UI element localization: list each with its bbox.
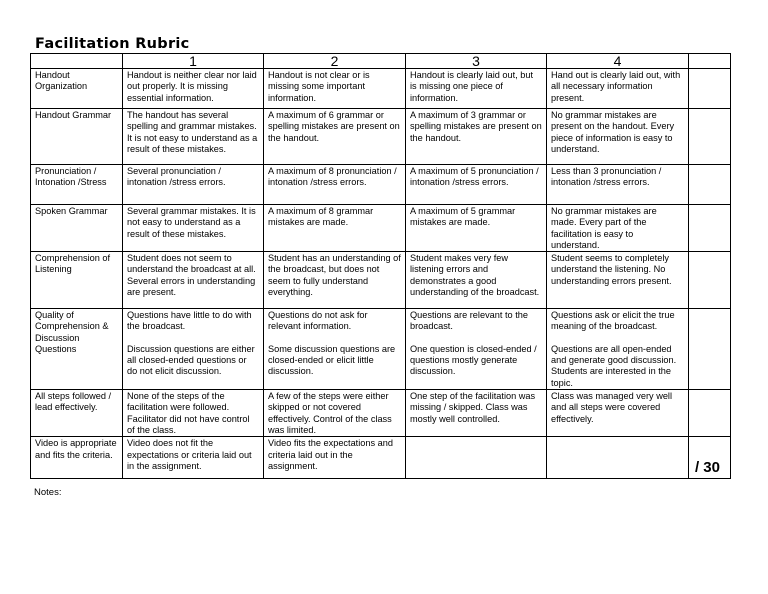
header-level-4: 4 [547, 54, 689, 69]
rubric-cell [264, 309, 406, 390]
page-title: Facilitation Rubric [35, 36, 190, 52]
cell-paragraph: One question is closed-ended / questions mostly generate discussion. [410, 343, 537, 377]
score-cell [689, 205, 731, 252]
score-cell [689, 309, 731, 390]
score-cell [689, 109, 731, 165]
header-level-2: 2 [264, 54, 406, 69]
rubric-cell: A maximum of 8 grammar mistakes are made. [264, 205, 406, 252]
criterion-cell: Comprehension of Listening [31, 252, 123, 309]
notes-label: Notes: [34, 487, 62, 498]
criterion-cell: Handout Organization [31, 69, 123, 109]
rubric-cell: Student makes very few listening errors and demonstrates a good understanding of the broadcast. [406, 252, 547, 309]
table-row [31, 109, 731, 165]
table-row [31, 205, 731, 252]
table-row [31, 437, 731, 479]
cell-paragraph: Questions are all open-ended and generate good discussion. Students are interested in the topic. [551, 343, 677, 388]
score-cell [689, 69, 731, 109]
header-level-1: 1 [123, 54, 264, 69]
total-score-cell [689, 437, 731, 479]
rubric-cell: Video fits the expectations and criteria laid out in the assignment. [264, 437, 406, 479]
rubric-cell: A maximum of 5 grammar mistakes are made. [406, 205, 547, 252]
header-row [31, 54, 731, 69]
rubric-cell: No grammar mistakes are made. Every part of the facilitation is easy to understand. [547, 205, 689, 252]
rubric-cell: Handout is neither clear nor laid out properly. It is missing essential information. [123, 69, 264, 109]
rubric-cell [547, 437, 689, 479]
score-cell [689, 165, 731, 205]
rubric-cell [547, 309, 689, 390]
rubric-cell: Handout is not clear or is missing some important information. [264, 69, 406, 109]
rubric-cell: A maximum of 5 pronunciation / intonation /stress errors. [406, 165, 547, 205]
rubric-cell: Several grammar mistakes. It is not easy to understand as a result of these mistakes. [123, 205, 264, 252]
table-row [31, 69, 731, 109]
rubric-cell: A maximum of 6 grammar or spelling mistakes are present on the handout. [264, 109, 406, 165]
table-row [31, 252, 731, 309]
rubric-cell: A maximum of 8 pronunciation / intonation /stress errors. [264, 165, 406, 205]
score-cell [689, 252, 731, 309]
rubric-cell: One step of the facilitation was missing / skipped. Class was mostly well controlled. [406, 390, 547, 437]
criterion-cell: Spoken Grammar [31, 205, 123, 252]
header-level-3: 3 [406, 54, 547, 69]
rubric-cell: Student has an understanding of the broadcast, but does not seem to fully understand everything. [264, 252, 406, 309]
rubric-cell: A maximum of 3 grammar or spelling mistakes are present on the handout. [406, 109, 547, 165]
total-score: / 30 [694, 459, 720, 477]
cell-paragraph: Questions have little to do with the broadcast. [127, 310, 252, 332]
rubric-cell: Video does not fit the expectations or criteria laid out in the assignment. [123, 437, 264, 479]
cell-paragraph: Questions are relevant to the broadcast. [410, 310, 528, 332]
rubric-cell: Student seems to completely understand the listening. No understanding errors present. [547, 252, 689, 309]
cell-paragraph: Some discussion questions are closed-ended or elicit little discussion. [268, 343, 396, 377]
table-row [31, 390, 731, 437]
rubric-cell: The handout has several spelling and grammar mistakes. It is not easy to understand as a result of these mistakes. [123, 109, 264, 165]
rubric-cell: Class was managed very well and all steps were covered effectively. [547, 390, 689, 437]
rubric-cell [406, 309, 547, 390]
cell-paragraph: Questions do not ask for relevant information. [268, 310, 368, 332]
criterion-cell: Quality of Comprehension & Discussion Questions [31, 309, 123, 390]
header-criterion-cell [31, 54, 123, 69]
criterion-cell: Pronunciation / Intonation /Stress [31, 165, 123, 205]
criterion-cell: Handout Grammar [31, 109, 123, 165]
rubric-cell: No grammar mistakes are present on the handout. Every piece of information is easy to understand. [547, 109, 689, 165]
cell-paragraph: Questions ask or elicit the true meaning of the broadcast. [551, 310, 675, 332]
header-score-cell [689, 54, 731, 69]
rubric-cell: A few of the steps were either skipped or not covered effectively. Control of the class was limited. [264, 390, 406, 437]
table-row [31, 165, 731, 205]
criterion-cell: Video is appropriate and fits the criteria. [31, 437, 123, 479]
table-row [31, 309, 731, 390]
rubric-cell [406, 437, 547, 479]
rubric-table [30, 53, 731, 479]
rubric-cell: None of the steps of the facilitation were followed. Facilitator did not have control of the class. [123, 390, 264, 437]
criterion-cell: All steps followed / lead effectively. [31, 390, 123, 437]
rubric-cell: Less than 3 pronunciation / intonation /stress errors. [547, 165, 689, 205]
rubric-cell: Several pronunciation / intonation /stress errors. [123, 165, 264, 205]
rubric-cell: Handout is clearly laid out, but is missing one piece of information. [406, 69, 547, 109]
score-cell [689, 390, 731, 437]
rubric-cell: Student does not seem to understand the broadcast at all. Several errors in understanding are present. [123, 252, 264, 309]
rubric-cell: Hand out is clearly laid out, with all necessary information present. [547, 69, 689, 109]
cell-paragraph: Discussion questions are either all closed-ended questions or do not elicit discussion. [127, 343, 255, 377]
rubric-cell [123, 309, 264, 390]
